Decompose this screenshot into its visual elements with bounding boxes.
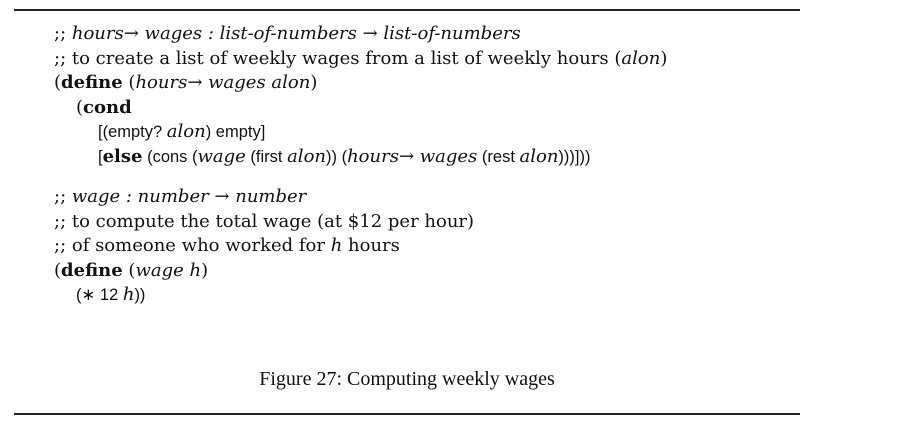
- code-line-purpose-wage-2: [54, 234, 854, 259]
- paren: (: [76, 96, 84, 118]
- primitive-call: ) empty]: [205, 123, 266, 141]
- comment-text: ;; to compute the total wage (at $12 per hour): [54, 210, 475, 232]
- parameter-name: alon: [621, 47, 661, 69]
- paren: (: [122, 72, 136, 93]
- keyword-else: else: [102, 145, 143, 167]
- code-line-define-hours-wages: [54, 71, 854, 96]
- top-rule: [14, 9, 800, 11]
- paren: ): [310, 72, 318, 93]
- multiplication-expression: (∗ 12: [76, 286, 123, 304]
- function-header: wage h: [135, 259, 202, 281]
- parameter-name: h: [330, 235, 343, 256]
- arrow-symbol: →: [187, 72, 203, 93]
- function-name: wage: [197, 145, 246, 167]
- function-name: wages: [414, 145, 478, 167]
- comment-text: ;; to create a list of weekly wages from a list of weekly hours (: [54, 47, 622, 69]
- blank-line: [54, 169, 854, 185]
- parameter-name: alon: [287, 145, 326, 167]
- closing-parens: )): [134, 286, 146, 304]
- keyword-cond: cond: [83, 96, 132, 118]
- function-params: wages alon: [202, 72, 311, 93]
- keyword-define: define: [61, 259, 123, 281]
- paren: )) (: [326, 147, 348, 166]
- keyword-define: define: [61, 72, 123, 93]
- code-line-define-wage: [54, 259, 854, 284]
- code-line-cond: [54, 96, 854, 121]
- function-name: hours: [347, 145, 399, 167]
- function-name: hours: [71, 23, 124, 44]
- parameter-name: alon: [519, 145, 559, 167]
- figure-caption: Figure 27: Computing weekly wages: [259, 368, 555, 390]
- code-line-wage-body: [54, 283, 854, 308]
- arrow-symbol: →: [123, 23, 139, 44]
- closing-parens: )))])): [558, 147, 591, 166]
- contract-signature: wages : list-of-numbers → list-of-numbers: [138, 23, 521, 44]
- comment-prefix: ;;: [54, 186, 72, 207]
- function-name: hours: [135, 72, 188, 93]
- primitive-call: (first: [245, 147, 288, 166]
- comment-text: ;; of someone who worked for: [54, 235, 331, 256]
- code-listing: [54, 22, 854, 308]
- comment-prefix: ;;: [54, 23, 72, 44]
- code-line-purpose-hours-wages: [54, 47, 854, 72]
- arrow-symbol: →: [398, 145, 415, 167]
- code-line-else-clause: [54, 145, 854, 170]
- primitive-call: (rest: [477, 147, 520, 166]
- contract-signature: wage : number → number: [71, 186, 307, 207]
- paren: ): [201, 259, 209, 281]
- paren: (: [54, 72, 62, 93]
- code-line-empty-clause: [54, 120, 854, 145]
- code-line-contract-hours-wages: [54, 22, 854, 47]
- primitive-call: (cons (: [142, 147, 198, 166]
- code-line-purpose-wage-1: [54, 210, 854, 235]
- paren: (: [122, 259, 136, 281]
- primitive-call: [(empty?: [98, 123, 167, 141]
- comment-text-end: hours: [342, 235, 400, 256]
- paren: (: [54, 259, 62, 281]
- comment-text-end: ): [660, 47, 668, 69]
- parameter-name: h: [122, 284, 135, 305]
- bottom-rule: [14, 413, 800, 415]
- code-line-contract-wage: [54, 185, 854, 210]
- bracket: [: [98, 147, 103, 166]
- parameter-name: alon: [166, 121, 206, 142]
